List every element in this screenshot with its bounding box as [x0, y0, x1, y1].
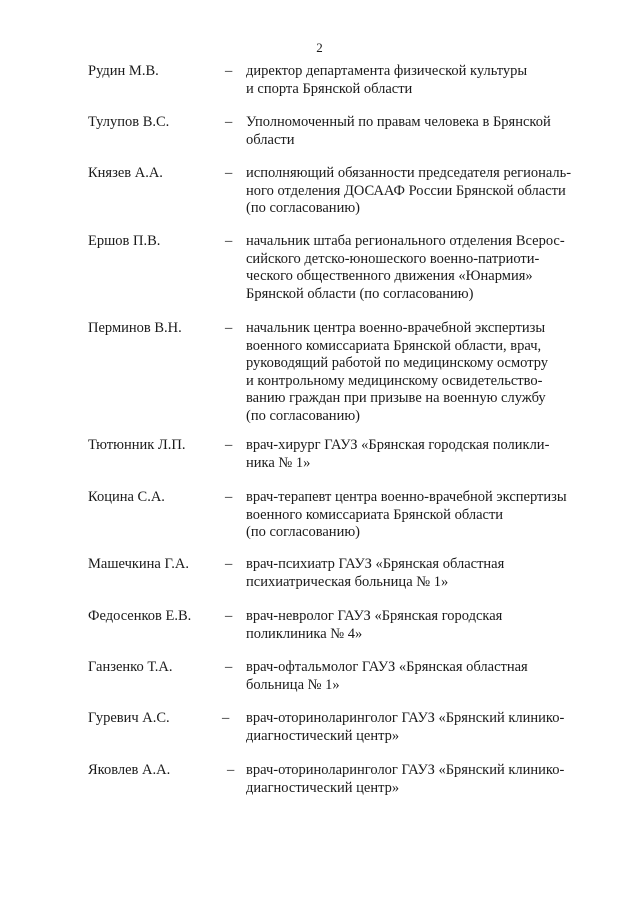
- member-position: [246, 233, 591, 303]
- member-name: Федосенков Е.В.: [88, 608, 192, 624]
- position-line: военного комиссариата Брянской области, врач,: [246, 337, 542, 354]
- position-line: руководящий работой по медицинскому осмотру: [246, 355, 549, 371]
- position-line: исполняющий обязанности председателя региональ-: [246, 165, 572, 181]
- position-line: ного отделения ДОСААФ России Брянской области: [246, 182, 566, 199]
- member-position: [246, 608, 591, 643]
- position-line: области: [246, 131, 295, 148]
- dash-separator: –: [225, 114, 233, 130]
- position-line: ческого общественного движения «Юнармия»: [246, 268, 533, 284]
- position-line: поликлиника № 4»: [246, 625, 363, 642]
- member-name: Гуревич А.С.: [88, 710, 170, 726]
- member-position: [246, 114, 591, 149]
- member-position: [246, 63, 591, 98]
- position-line: военного комиссариата Брянской области: [246, 506, 504, 523]
- page-number: 2: [316, 40, 323, 55]
- position-line: врач-хирург ГАУЗ «Брянская городская поликли-: [246, 437, 550, 453]
- position-line: директор департамента физической культуры: [246, 63, 528, 79]
- position-line: врач-терапевт центра военно-врачебной экспертизы: [246, 489, 567, 505]
- member-name: Тулупов В.С.: [88, 114, 170, 130]
- position-line: врач-психиатр ГАУЗ «Брянская областная: [246, 556, 505, 572]
- member-position: [246, 710, 591, 745]
- dash-separator: –: [227, 762, 235, 778]
- dash-separator: –: [225, 437, 233, 453]
- position-line: и контрольному медицинскому освидетельство-: [246, 372, 543, 389]
- member-name: Перминов В.Н.: [88, 320, 182, 336]
- position-line: (по согласованию): [246, 407, 360, 424]
- position-line: ника № 1»: [246, 454, 311, 471]
- member-position: [246, 320, 591, 425]
- dash-separator: –: [225, 608, 233, 624]
- member-position: [246, 437, 591, 472]
- member-name: Тютюнник Л.П.: [88, 437, 186, 453]
- member-name: Ганзенко Т.А.: [88, 659, 173, 675]
- position-line: больница № 1»: [246, 676, 340, 693]
- position-line: (по согласованию): [246, 200, 360, 216]
- position-line: врач-оториноларинголог ГАУЗ «Брянский клинико-: [246, 762, 565, 778]
- member-position: [246, 165, 591, 218]
- member-name: Рудин М.В.: [88, 63, 159, 79]
- dash-separator: –: [225, 659, 233, 675]
- member-position: [246, 489, 591, 542]
- dash-separator: –: [225, 556, 233, 572]
- dash-separator: –: [225, 320, 233, 336]
- position-line: врач-невролог ГАУЗ «Брянская городская: [246, 608, 503, 624]
- member-position: [246, 659, 591, 694]
- member-name: Яковлев А.А.: [88, 762, 171, 778]
- position-line: начальник центра военно-врачебной экспертизы: [246, 320, 546, 336]
- member-name: Князев А.А.: [88, 165, 163, 181]
- position-line: врач-офтальмолог ГАУЗ «Брянская областная: [246, 659, 528, 675]
- member-name: Коцина С.А.: [88, 489, 165, 505]
- position-line: и спорта Брянской области: [246, 80, 413, 97]
- position-line: психиатрическая больница № 1»: [246, 573, 449, 590]
- member-position: [246, 556, 591, 591]
- dash-separator: –: [225, 63, 233, 79]
- position-line: Уполномоченный по правам человека в Брянской: [246, 114, 551, 130]
- dash-separator: –: [225, 233, 233, 249]
- member-position: [246, 762, 591, 797]
- dash-separator: –: [222, 710, 230, 726]
- position-line: диагностический центр»: [246, 779, 400, 796]
- dash-separator: –: [225, 165, 233, 181]
- position-line: Брянской области (по согласованию): [246, 285, 474, 302]
- position-line: (по согласованию): [246, 524, 360, 540]
- position-line: диагностический центр»: [246, 727, 400, 744]
- position-line: врач-оториноларинголог ГАУЗ «Брянский клинико-: [246, 710, 565, 726]
- dash-separator: –: [225, 489, 233, 505]
- member-name: Машечкина Г.А.: [88, 556, 189, 572]
- position-line: сийского детско-юношеского военно-патриоти-: [246, 250, 540, 267]
- position-line: ванию граждан при призыве на военную службу: [246, 390, 546, 406]
- member-name: Ершов П.В.: [88, 233, 161, 249]
- position-line: начальник штаба регионального отделения Всерос-: [246, 233, 565, 249]
